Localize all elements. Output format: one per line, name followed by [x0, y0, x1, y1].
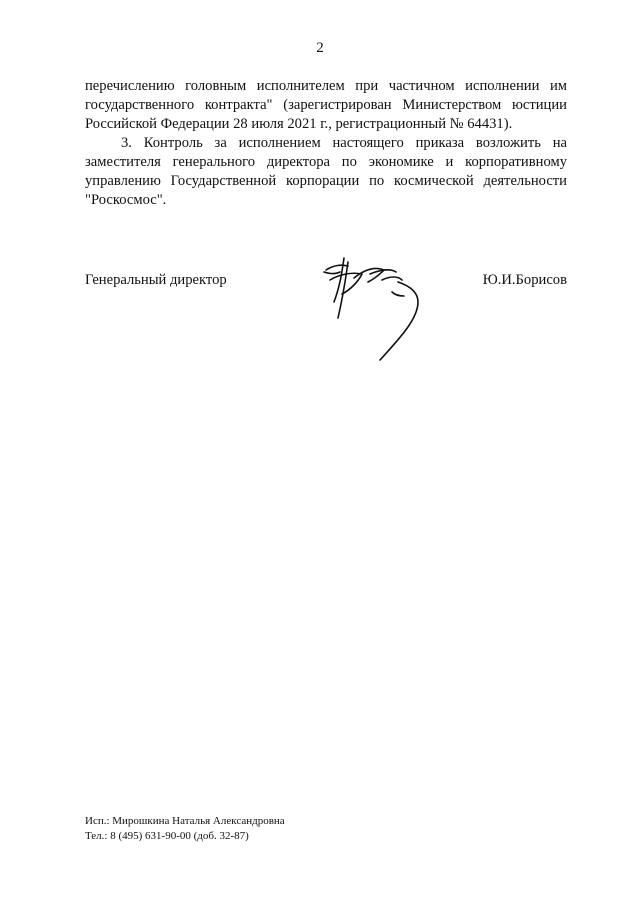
executor-name: Исп.: Мирошкина Наталья Александровна [85, 815, 285, 827]
paragraph-control-clause: 3. Контроль за исполнением настоящего приказа возложить на заместителя генерального директора по экономике и корпоративному управлению Государственной корпорации по космической деятельности "Роскосмос". [85, 135, 567, 208]
signatory-name: Ю.И.Борисов [482, 272, 567, 288]
handwritten-signature [318, 252, 438, 364]
executor-footer [85, 814, 285, 844]
signatory-title: Генеральный директор [85, 272, 227, 288]
paragraph-continuation: перечислению головным исполнителем при частичном исполнении им государственного контракта" (зарегистрирован Министерством юстиции Российской Федерации 28 июля 2021 г., регистрационный № 64431). [85, 78, 567, 132]
executor-phone: Тел.: 8 (495) 631-90-00 (доб. 32-87) [85, 830, 249, 842]
document-body [85, 77, 567, 210]
page-number: 2 [316, 40, 324, 56]
